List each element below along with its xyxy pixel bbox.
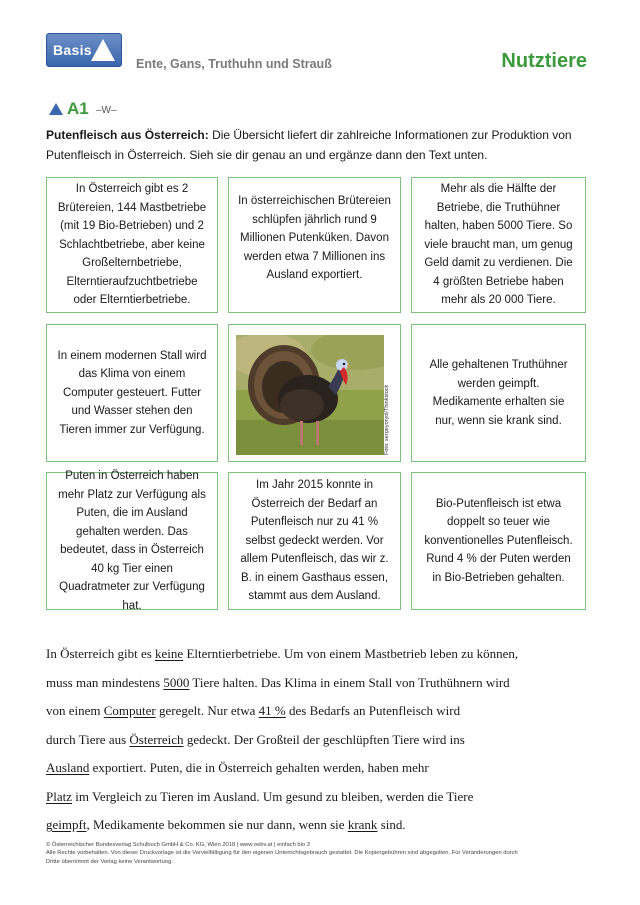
cloze-line xyxy=(46,697,606,726)
cloze-text-part: im Vergleich zu Tieren im Ausland. Um gesund zu bleiben, werden die Tiere xyxy=(72,788,474,804)
cloze-answer: 41 % xyxy=(258,703,286,718)
footer-rights: Alle Rechte vorbehalten. Von dieser Druckvorlage ist die Vervielfältigung für den eigenen Unterrichtsgebrauch gestattet. Die Kopiergebühren sind abgegolten. Für Veränderungen durch xyxy=(46,850,518,857)
cloze-line xyxy=(46,754,606,783)
cloze-text-part: muss man mindestens xyxy=(46,674,164,690)
cloze-text-part: Tiere halten. Das Klima in einem Stall von Truthühnern wird xyxy=(189,674,510,690)
cloze-text-part: sind. xyxy=(377,817,406,832)
pyramid-icon xyxy=(91,39,115,61)
info-box xyxy=(228,177,401,313)
cloze-text-part: Elterntierbetriebe. Um von einem Mastbetrieb leben zu können, xyxy=(183,646,519,661)
info-box xyxy=(46,177,218,313)
info-box-text: Im Jahr 2015 konnte in Österreich der Bedarf an Putenfleisch nur zu 41 % selbst gedeckt werden. Vor allem Putenfleisch, das wir z. B. in einem Gasthaus essen, stammt aus dem Ausland. xyxy=(240,479,389,603)
cloze-line xyxy=(46,669,606,698)
info-box xyxy=(46,324,218,462)
cloze-line xyxy=(46,783,606,812)
info-box-text: In österreichischen Brütereien schlüpfen jährlich rund 9 Millionen Putenküken. Davon werden etwa 7 Millionen ins Ausland exportiert. xyxy=(238,195,391,281)
cloze-text-part: geregelt. Nur etwa xyxy=(155,703,259,718)
info-box-text: In Österreich gibt es 2 Brütereien, 144 Mastbetriebe (mit 19 Bio-Betrieben) und 2 Schlachtbetriebe, aber keine Großelternbetriebe, Elterntieraufzuchtbetriebe oder Elterntierbetriebe. xyxy=(57,183,207,307)
cloze-answer: krank xyxy=(347,817,378,832)
cloze-text-part: exportiert. Puten, die in Österreich gehalten werden, haben mehr xyxy=(89,760,429,775)
cloze-line xyxy=(46,640,606,669)
photo-box xyxy=(228,324,401,462)
photo-credit: Foto: sergeyoryol/Thinkstock xyxy=(383,384,390,455)
footer-disclaimer: Dritte übernimmt der Verlag keine Verantwortung. xyxy=(46,858,173,865)
cloze-text-part: durch Tiere aus xyxy=(46,731,130,747)
cloze-line xyxy=(46,726,606,755)
task-intro xyxy=(46,126,596,165)
intro-heading: Putenfleisch aus Österreich: xyxy=(46,128,209,142)
intro-text: Die Übersicht liefert dir zahlreiche Informationen zur Produktion von Putenfleisch in Österreich. Sieh sie dir genau an und ergänze dann den Text unten. xyxy=(46,128,572,162)
info-box xyxy=(228,472,401,610)
cloze-answer: Ausland xyxy=(46,760,90,775)
cloze-answer: geimpft xyxy=(46,817,87,832)
cloze-line xyxy=(46,811,606,840)
cloze-text-part: von einem xyxy=(46,703,104,718)
info-box-text: In einem modernen Stall wird das Klima von einem Computer gesteuert. Futter und Wasser stehen den Tieren immer zur Verfügung. xyxy=(57,349,207,436)
info-box-text: Alle gehaltenen Truthühner werden geimpft. Medikamente erhalten sie nur, wenn sie krank sind. xyxy=(429,359,568,427)
cloze-answer: 5000 xyxy=(163,674,190,690)
info-box xyxy=(411,324,586,462)
cloze-text-part: In Österreich gibt es xyxy=(46,646,156,661)
pyramid-icon xyxy=(49,103,63,115)
task-level: –W– xyxy=(96,105,117,116)
footer-copyright: © Österreichischer Bundesverlag Schulbuch GmbH & Co. KG, Wien 2018 | www.oebv.at | einfach bio 3 xyxy=(46,842,310,848)
header-title: Nutztiere xyxy=(501,50,587,72)
cloze-answer: Österreich xyxy=(129,731,184,747)
turkey-photo xyxy=(236,335,384,455)
task-label: A1 xyxy=(67,99,89,118)
info-box-text: Mehr als die Hälfte der Betriebe, die Truthühner halten, haben 5000 Tiere. So viele braucht man, um genug Geld damit zu verdienen. Die 4 größten Betriebe haben mehr als 20 000 Tiere. xyxy=(424,183,573,307)
header-subtitle: Ente, Gans, Truthuhn und Strauß xyxy=(136,57,332,71)
cloze-answer: Platz xyxy=(46,788,72,804)
cloze-text xyxy=(46,640,606,840)
cloze-text-part: , Medikamente bekommen sie nur dann, wenn sie xyxy=(86,817,348,832)
cloze-answer: keine xyxy=(155,646,184,661)
info-box xyxy=(411,472,586,610)
cloze-answer: Computer xyxy=(103,703,156,718)
info-box xyxy=(46,472,218,610)
info-box xyxy=(411,177,586,313)
info-box-text: Bio-Putenfleisch ist etwa doppelt so teuer wie konventionelles Putenfleisch. Rund 4 % der Puten werden in Bio-Betrieben gehalten. xyxy=(424,497,573,584)
footer xyxy=(46,841,606,866)
cloze-text-part: des Bedarfs an Putenfleisch wird xyxy=(285,703,461,718)
logo-text: Basis xyxy=(53,42,92,58)
cloze-text-part: gedeckt. Der Großteil der geschlüpften Tiere wird ins xyxy=(183,731,465,747)
info-box-text: Puten in Österreich haben mehr Platz zur Verfügung als Puten, die im Ausland gehalten werden. Das bedeutet, dass in Österreich 40 kg Tier einen Quadratmeter zur Verfügung hat. xyxy=(58,470,206,612)
basis-logo xyxy=(46,33,122,67)
